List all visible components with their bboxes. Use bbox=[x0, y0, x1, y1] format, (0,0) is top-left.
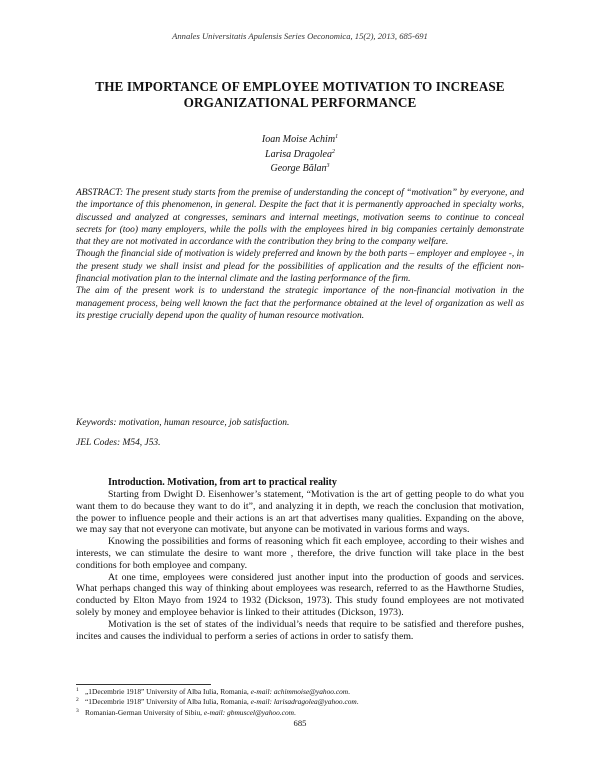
footnote-email[interactable]: e-mail: gbmuscel@yahoo.com bbox=[203, 707, 294, 717]
page-number: 685 bbox=[293, 718, 307, 728]
author bbox=[0, 162, 600, 177]
author-list bbox=[0, 133, 600, 177]
footnotes bbox=[76, 687, 524, 718]
jel-codes: JEL Codes: M54, J53. bbox=[76, 438, 161, 448]
footnote-affiliation: Romanian-German University of Sibiu, bbox=[85, 707, 204, 717]
author-footnote-mark[interactable]: 1 bbox=[335, 134, 339, 140]
footnote-end: . bbox=[348, 687, 350, 696]
body-text bbox=[76, 489, 524, 642]
abstract-paragraph: Though the financial side of motivation is widely preferred and known by the both parts – employer and employee -, in the present study we shall insist and plead for the possibilities of application and the results of the efficient non-financial motivation plan to the internal climate and the lasting performance of the firm. bbox=[76, 249, 524, 285]
abstract bbox=[76, 187, 524, 322]
author-footnote-mark[interactable]: 2 bbox=[331, 148, 335, 155]
body-paragraph: Starting from Dwight D. Eisenhower’s statement, “Motivation is the art of getting people to do what you want them to do because they want to do it”, and analyzing it in depth, we reach the conclusion that motivation, the power to influence people and their actions is an art that advertises many qualities. Expanding on the above, we may say that not everyone can motivate, but anyone can be motivated in various forms and ways. bbox=[76, 489, 524, 536]
body-paragraph: Knowing the possibilities and forms of reasoning which fit each employee, according to their wishes and interests, we can stimulate the desire to want more , therefore, the drive function will take place in the best conditions for both employee and company. bbox=[76, 536, 524, 571]
section-heading: Introduction. Motivation, from art to practical reality bbox=[108, 477, 337, 488]
abstract-paragraph: ABSTRACT: The present study starts from the premise of understanding the concept of “motivation” by everyone, and the importance of this phenomenon, in general. Despite the fact that it is permanently approached in specialty works, discussed and analyzed at congresses, seminars and internal meetings, motivation seems to continue to conceal secrets for (too) many employers, while the polls with the employees hired in big companies certainly demonstrate that they are not motivated in accordance with the contribution they bring to the company welfare. bbox=[76, 188, 524, 248]
footnote-divider bbox=[76, 684, 211, 685]
title-line: ORGANIZATIONAL PERFORMANCE bbox=[183, 95, 417, 110]
body-paragraph: At one time, employees were considered just another input into the production of goods and services. What perhaps changed this way of thinking about employees was research, referred to as the Hawthorne Studies, conducted by Elton Mayo from 1924 to 1932 (Dickson, 1973). This study found employees are not motivated solely by money and employee behavior is linked to their attitudes (Dickson, 1973). bbox=[76, 571, 524, 618]
author bbox=[0, 148, 600, 163]
footnote: 3 Romanian-German University of Sibiu, e-mail: gbmuscel@yahoo.com. bbox=[76, 707, 296, 717]
author-name: Larisa Dragolea bbox=[265, 148, 332, 160]
footnote-end: . bbox=[293, 707, 296, 717]
footnote-affiliation: “1Decembrie 1918” University of Alba Iulia, Romania, bbox=[85, 697, 251, 707]
author bbox=[0, 133, 600, 148]
title-line: THE IMPORTANCE OF EMPLOYEE MOTIVATION TO INCREASE bbox=[95, 79, 505, 94]
author-name: Ioan Moise Achim bbox=[261, 134, 336, 145]
footnote-affiliation: „1Decembrie 1918” University of Alba Iulia, Romania, bbox=[85, 687, 251, 696]
footnote-email[interactable]: e-mail: achimmoise@yahoo.com bbox=[250, 687, 349, 696]
footnote: 1 „1Decembrie 1918” University of Alba Iulia, Romania, e-mail: achimmoise@yahoo.com. bbox=[76, 687, 350, 696]
running-head: Annales Universitatis Apulensis Series Oeconomica, 15(2), 2013, 685-691 bbox=[172, 31, 428, 41]
footnote-email[interactable]: e-mail: larisadragolea@yahoo.com bbox=[250, 697, 357, 707]
author-name: George Bălan bbox=[270, 163, 327, 174]
footnote-end: . bbox=[356, 697, 359, 707]
abstract-paragraph: The aim of the present work is to understand the strategic importance of the non-financial motivation in the management process, being well known the fact that the performance obtained at the level of organization as well as its prestige crucially depend upon the quality of human resource motivation. bbox=[76, 286, 524, 321]
body-paragraph: Motivation is the set of states of the individual’s needs that require to be satisfied and therefore pushes, incites and causes the individual to perform a series of actions in order to satisfy them. bbox=[76, 618, 524, 642]
keywords: Keywords: motivation, human resource, job satisfaction. bbox=[76, 418, 290, 428]
author-footnote-mark[interactable]: 3 bbox=[326, 163, 330, 169]
paper-title bbox=[60, 79, 540, 111]
footnote: 2 “1Decembrie 1918” University of Alba Iulia, Romania, e-mail: larisadragolea@yahoo.com. bbox=[76, 697, 359, 707]
